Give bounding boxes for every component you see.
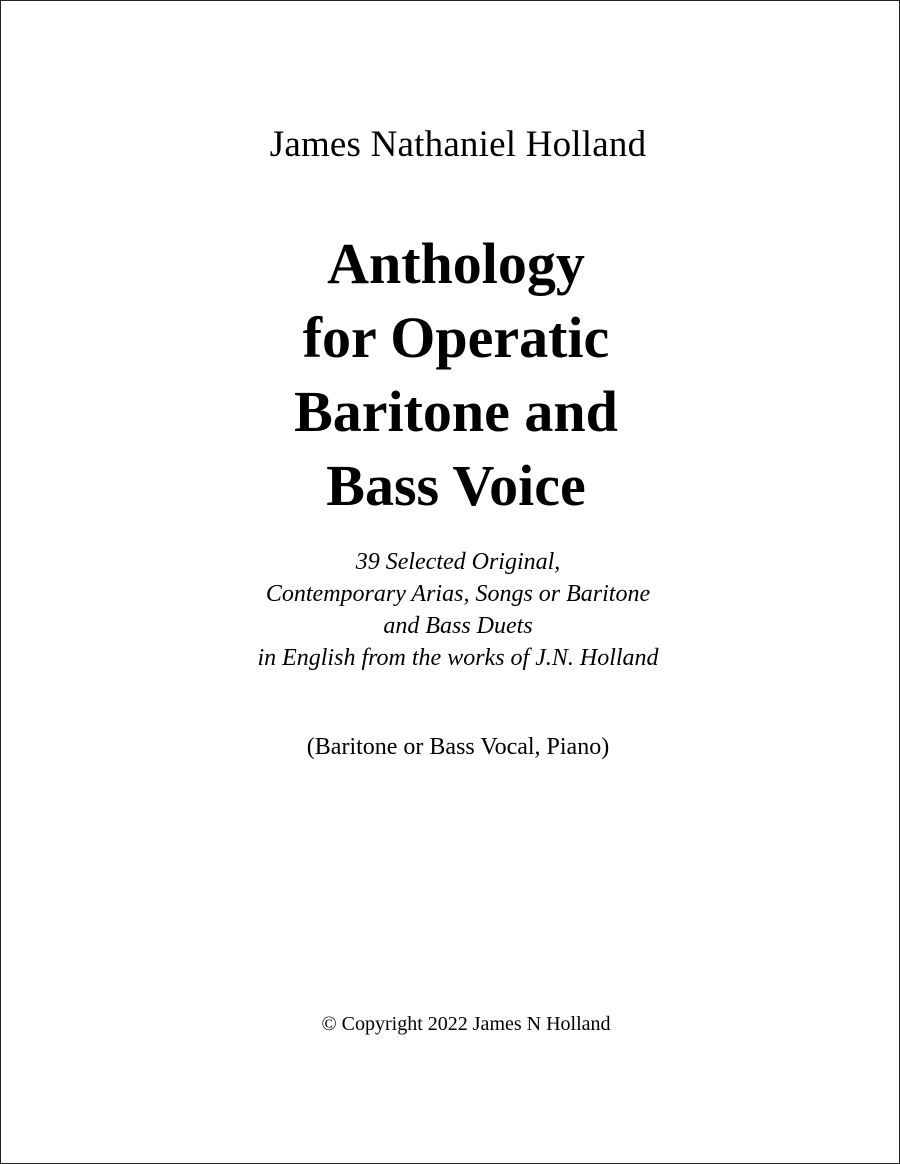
title-line: Baritone and (294, 379, 618, 444)
copyright-notice: © Copyright 2022 James N Holland (321, 1013, 611, 1035)
title-line: for Operatic (302, 305, 610, 370)
subtitle-line: and Bass Duets (383, 613, 533, 639)
author-name: James Nathaniel Holland (269, 124, 647, 165)
subtitle-line: 39 Selected Original, (355, 549, 561, 575)
title-line: Anthology (327, 231, 585, 296)
title-block (1, 227, 900, 523)
subtitle-line: in English from the works of J.N. Holland (257, 645, 659, 671)
instrumentation: (Baritone or Bass Vocal, Piano) (306, 734, 610, 760)
subtitle-line: Contemporary Arias, Songs or Baritone (265, 581, 651, 607)
subtitle-block (1, 546, 900, 674)
title-line: Bass Voice (326, 453, 586, 518)
